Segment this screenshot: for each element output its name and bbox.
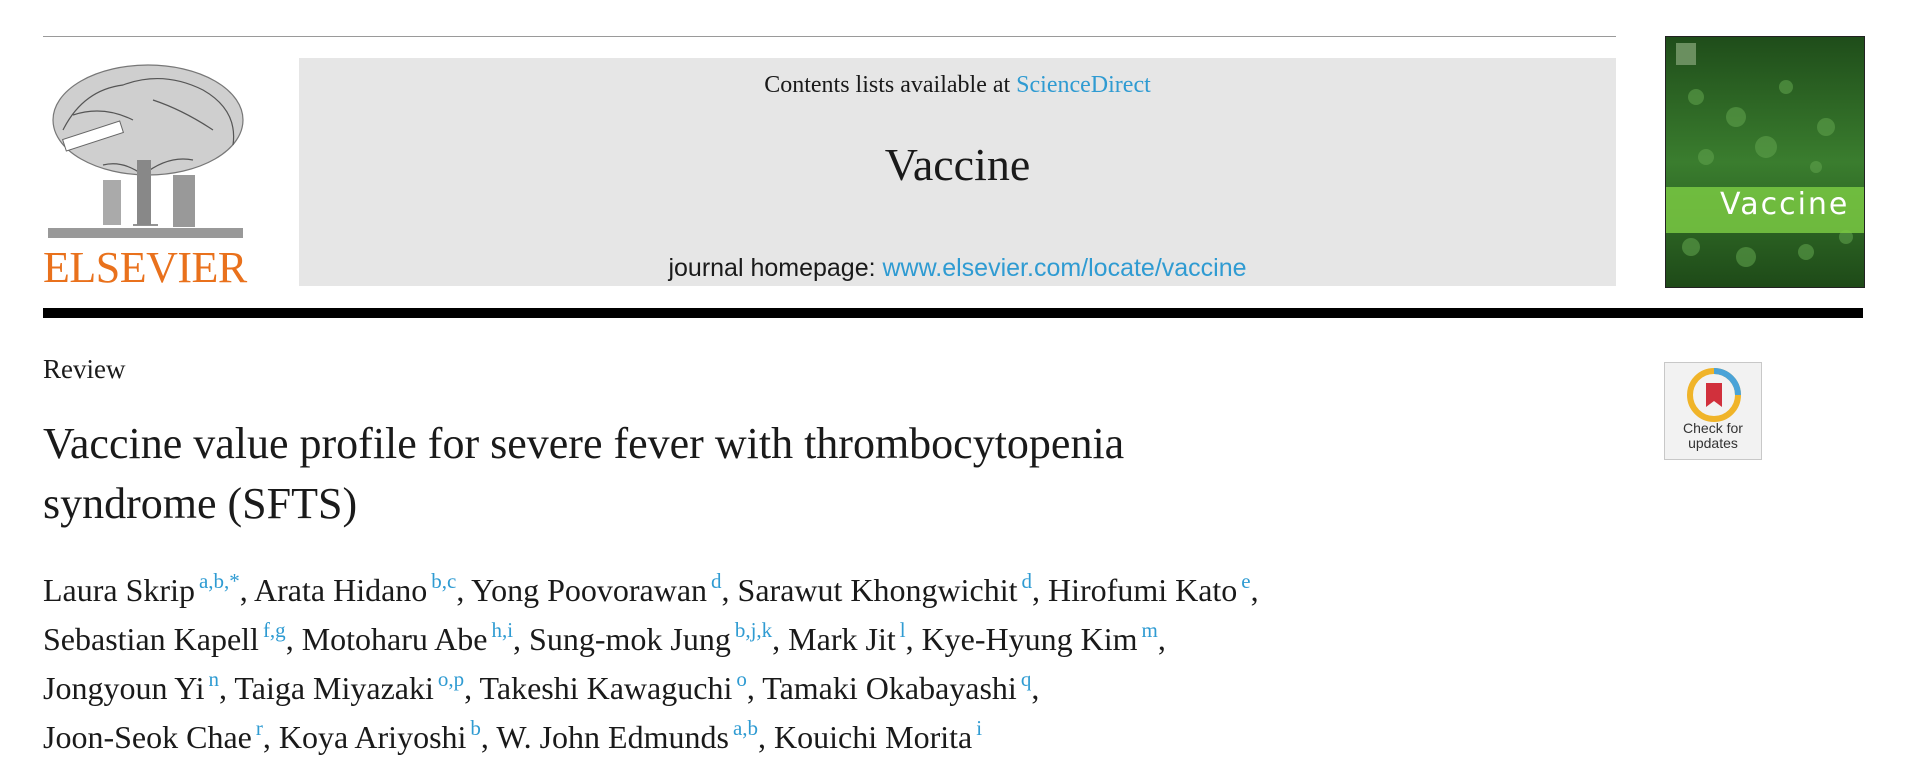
author-separator: , (262, 719, 279, 755)
author-name[interactable]: Joon-Seok Chae (43, 719, 252, 755)
author-separator: , (772, 621, 789, 657)
author-name[interactable]: Motoharu Abe (301, 621, 488, 657)
author-name[interactable]: Taiga Miyazaki (234, 670, 434, 706)
sciencedirect-link[interactable]: ScienceDirect (1016, 72, 1151, 98)
article-title-line2: syndrome (SFTS) (43, 479, 358, 528)
author-separator: , (746, 670, 763, 706)
author-name[interactable]: Yong Poovorawan (471, 572, 708, 608)
author-name[interactable]: Arata Hidano (254, 572, 428, 608)
author-affiliation[interactable]: a,b,* (198, 569, 240, 593)
author-name[interactable]: Kouichi Morita (774, 719, 973, 755)
article-title (43, 414, 1443, 534)
check-label-line1: Check for (1683, 420, 1743, 436)
author-affiliation[interactable]: q (1020, 667, 1032, 691)
author-name[interactable]: Takeshi Kawaguchi (479, 670, 733, 706)
author-name[interactable]: Laura Skrip (43, 572, 195, 608)
elsevier-tree-logo-icon (43, 60, 248, 242)
author-affiliation[interactable]: b,j,k (734, 618, 773, 642)
author-separator: , (239, 572, 255, 608)
author-affiliation[interactable]: r (255, 716, 263, 740)
author-list (43, 568, 1643, 764)
author-name[interactable]: Sebastian Kapell (43, 621, 259, 657)
author-separator: , (464, 670, 480, 706)
author-name[interactable]: Mark Jit (788, 621, 896, 657)
journal-homepage-link[interactable]: www.elsevier.com/locate/vaccine (882, 254, 1247, 282)
author-separator: , (721, 572, 738, 608)
journal-title: Vaccine (884, 139, 1031, 190)
author-affiliation[interactable]: d (1021, 569, 1032, 593)
article-type: Review (43, 354, 126, 384)
top-rule (43, 36, 1616, 37)
author-separator: , (758, 719, 775, 755)
author-separator: , (285, 621, 302, 657)
author-affiliation[interactable]: d (711, 569, 722, 593)
contents-line (299, 72, 1616, 99)
author-separator: , (1032, 572, 1048, 608)
author-name[interactable]: Kye-Hyung Kim (921, 621, 1138, 657)
journal-banner (299, 58, 1616, 286)
author-separator: , (1157, 621, 1166, 657)
homepage-prefix: journal homepage: (668, 254, 883, 282)
elsevier-wordmark: ELSEVIER (43, 243, 247, 292)
author-name[interactable]: Koya Ariyoshi (278, 719, 467, 755)
author-separator: , (1031, 670, 1040, 706)
author-name[interactable]: Hirofumi Kato (1048, 572, 1238, 608)
author-separator: , (513, 621, 530, 657)
check-label-line2: updates (1688, 435, 1738, 451)
article-title-line1: Vaccine value profile for severe fever with thrombocytopenia (43, 419, 1125, 468)
author-affiliation[interactable]: i (976, 716, 983, 740)
author-affiliation[interactable]: f,g (262, 618, 286, 642)
author-affiliation[interactable]: h,i (491, 618, 514, 642)
author-name[interactable]: Sung-mok Jung (529, 621, 731, 657)
cover-journal-title: Vaccine (1720, 187, 1850, 222)
check-for-updates-label (1665, 421, 1761, 451)
author-affiliation[interactable]: m (1141, 618, 1158, 642)
check-for-updates-icon (1665, 365, 1763, 425)
author-affiliation[interactable]: o,p (437, 667, 465, 691)
homepage-line (299, 254, 1616, 283)
author-name[interactable]: Jongyoun Yi (43, 670, 205, 706)
author-separator: , (905, 621, 922, 657)
author-separator: , (219, 670, 235, 706)
author-name[interactable]: W. John Edmunds (496, 719, 729, 755)
author-affiliation[interactable]: b (470, 716, 481, 740)
journal-cover-image-icon (1666, 37, 1864, 287)
author-affiliation[interactable]: n (208, 667, 219, 691)
author-affiliation[interactable]: l (899, 618, 906, 642)
header-divider (43, 308, 1863, 318)
author-affiliation[interactable]: e (1241, 569, 1251, 593)
author-name[interactable]: Sarawut Khongwichit (737, 572, 1018, 608)
author-affiliation[interactable]: a,b (732, 716, 759, 740)
author-affiliation[interactable]: b,c (431, 569, 457, 593)
elsevier-logo[interactable] (43, 60, 248, 290)
contents-prefix: Contents lists available at (764, 72, 1017, 98)
author-affiliation[interactable]: o (736, 667, 747, 691)
author-separator: , (480, 719, 497, 755)
check-for-updates-button[interactable] (1664, 362, 1762, 460)
author-separator: , (1250, 572, 1259, 608)
author-separator: , (456, 572, 472, 608)
journal-cover[interactable] (1665, 36, 1865, 288)
author-name[interactable]: Tamaki Okabayashi (762, 670, 1017, 706)
